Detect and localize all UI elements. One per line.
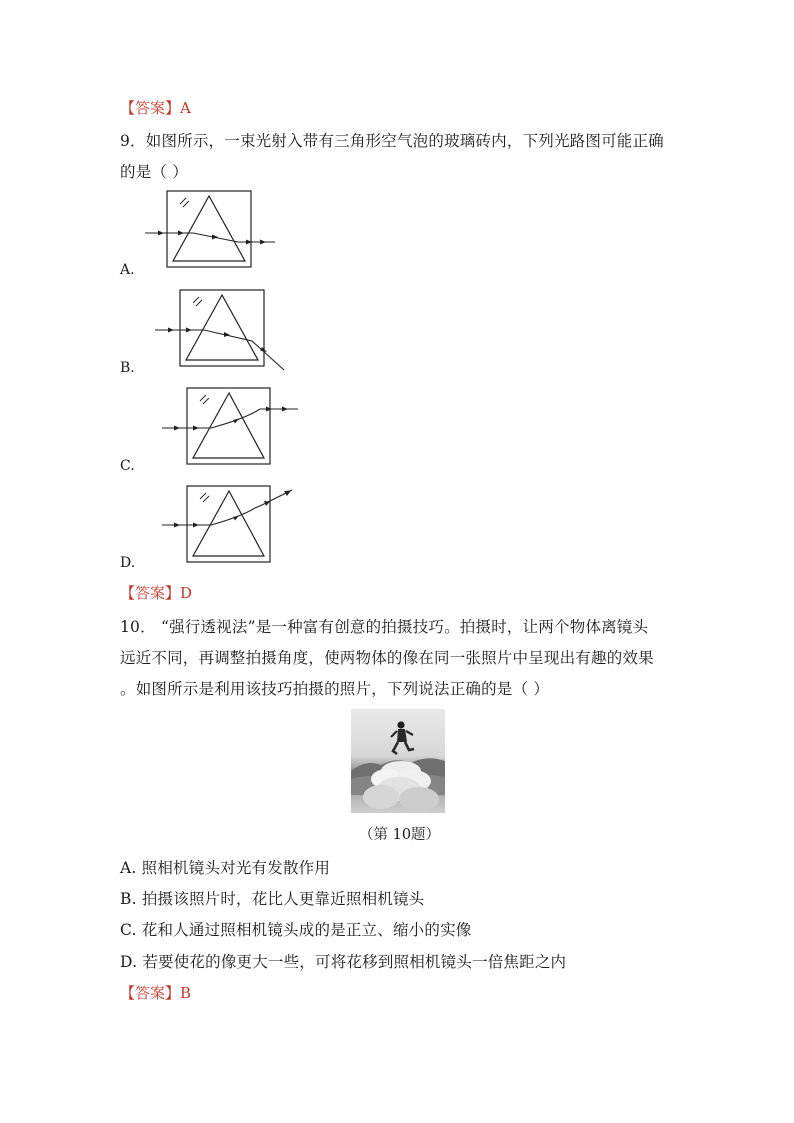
question-10-photo	[351, 709, 445, 813]
answer-q9	[120, 582, 192, 603]
photo-caption: （第 10题）	[359, 827, 441, 843]
option-d-label: D.	[120, 555, 136, 571]
question-10-text-line2: 远近不同，再调整拍摄角度，使两物体的像在同一张照片中呈现出有趣的效果	[120, 649, 654, 667]
option-c-diagram	[155, 384, 305, 470]
answer-label: 【答案】	[120, 99, 181, 117]
answer-label: 【答案】	[120, 584, 181, 602]
question-10-text-line1: 10． “强行透视法”是一种富有创意的拍摄技巧。拍摄时，让两个物体离镜头	[120, 618, 649, 636]
option-b-diagram	[150, 286, 290, 372]
answer-value: A	[180, 99, 191, 117]
answer-q10	[120, 982, 191, 1003]
question-9-text-line1: 9．如图所示，一束光射入带有三角形空气泡的玻璃砖内，下列光路图可能正确	[120, 132, 664, 150]
option-b-label: B.	[120, 360, 135, 376]
option-c-text: C. 花和人通过照相机镜头成的是正立、缩小的实像	[120, 921, 472, 939]
answer-label: 【答案】	[120, 984, 181, 1002]
answer-value: B	[180, 984, 192, 1002]
answer-value: D	[180, 584, 193, 602]
option-a-label: A.	[120, 262, 135, 278]
question-9-text-line2: 的是（ ）	[120, 163, 188, 181]
option-d-diagram	[155, 482, 305, 568]
answer-q8	[120, 97, 191, 118]
option-c-label: C.	[120, 458, 135, 474]
question-10-text-line3: 。如图所示是利用该技巧拍摄的照片，下列说法正确的是（ ）	[120, 680, 550, 698]
option-a-text: A. 照相机镜头对光有发散作用	[120, 859, 331, 877]
option-b-text: B. 拍摄该照片时，花比人更靠近照相机镜头	[120, 890, 425, 908]
option-d-text: D. 若要使花的像更大一些，可将花移到照相机镜头一倍焦距之内	[120, 953, 567, 971]
option-a-diagram	[140, 188, 280, 272]
